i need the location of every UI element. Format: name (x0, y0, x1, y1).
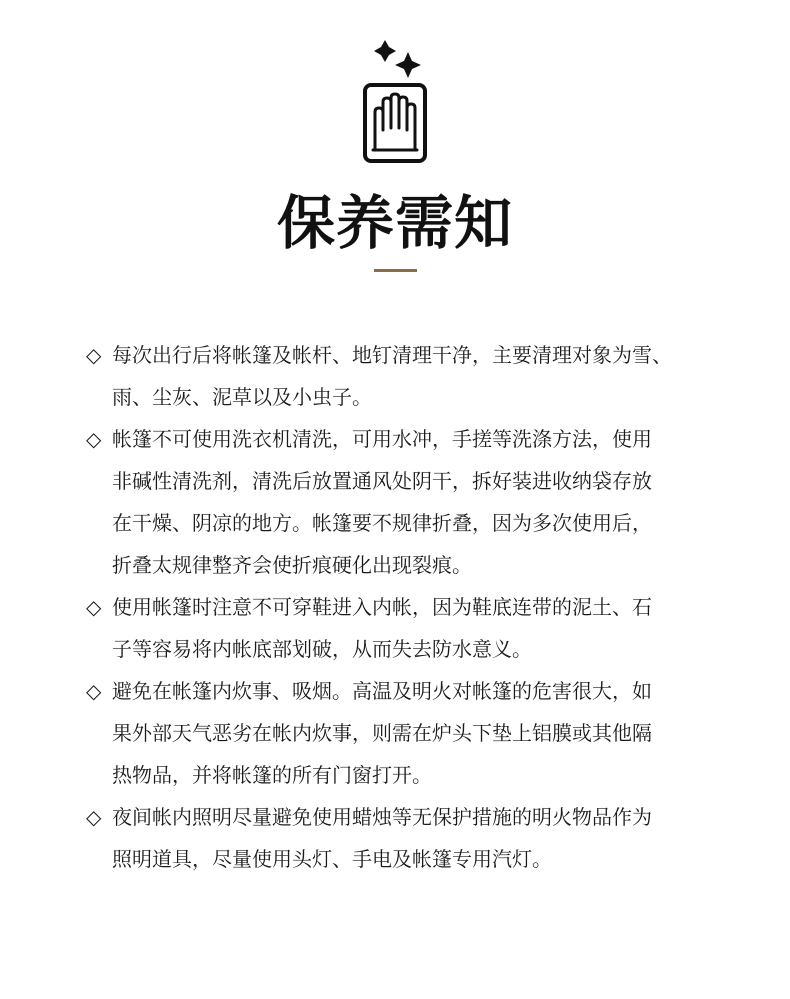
list-item (86, 334, 736, 418)
note-line: 使用帐篷时注意不可穿鞋进入内帐，因为鞋底连带的泥土、石 (112, 595, 652, 619)
list-item (86, 670, 736, 796)
note-line: 帐篷不可使用洗衣机清洗，可用水冲，手搓等洗涤方法，使用 (112, 427, 652, 451)
note-line: 避免在帐篷内炊事、吸烟。高温及明火对帐篷的危害很大，如 (112, 679, 652, 703)
list-item (86, 796, 736, 880)
diamond-bullet-icon: ◇ (86, 343, 102, 367)
note-line: 每次出行后将帐篷及帐杆、地钉清理干净，主要清理对象为雪、 (112, 343, 672, 367)
small-sparkle-icon (374, 40, 396, 62)
note-line: 热物品，并将帐篷的所有门窗打开。 (112, 763, 432, 787)
note-line: 折叠太规律整齐会使折痕硬化出现裂痕。 (112, 553, 472, 577)
title-divider (374, 269, 417, 272)
diamond-bullet-icon: ◇ (86, 679, 102, 703)
list-item (86, 586, 736, 670)
note-line: 照明道具，尽量使用头灯、手电及帐篷专用汽灯。 (112, 847, 552, 871)
note-line: 夜间帐内照明尽量避免使用蜡烛等无保护措施的明火物品作为 (112, 805, 652, 829)
note-line: 果外部天气恶劣在帐内炊事，则需在炉头下垫上铝膜或其他隔 (112, 721, 652, 745)
glove-sparkle-icon (355, 38, 435, 168)
note-line: 子等容易将内帐底部划破，从而失去防水意义。 (112, 637, 532, 661)
note-line: 雨、尘灰、泥草以及小虫子。 (112, 385, 372, 409)
diamond-bullet-icon: ◇ (86, 427, 102, 451)
diamond-bullet-icon: ◇ (86, 805, 102, 829)
page-title: 保养需知 (276, 189, 513, 257)
care-notes-list (86, 334, 736, 880)
note-line: 非碱性清洗剂，清洗后放置通风处阴干，拆好装进收纳袋存放 (112, 469, 652, 493)
large-sparkle-icon (395, 52, 421, 78)
diamond-bullet-icon: ◇ (86, 595, 102, 619)
list-item (86, 418, 736, 586)
note-line: 在干燥、阴凉的地方。帐篷要不规律折叠，因为多次使用后， (112, 511, 652, 535)
